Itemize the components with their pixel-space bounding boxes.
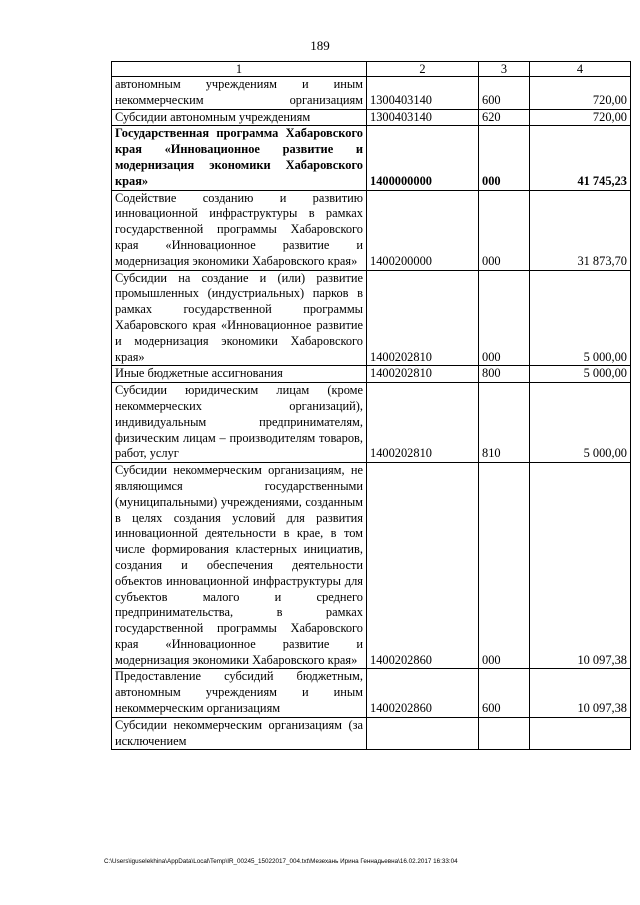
table-row — [112, 126, 631, 190]
row-code — [367, 717, 479, 750]
row-vr: 810 — [479, 383, 530, 463]
row-vr: 000 — [479, 126, 530, 190]
column-header-name: 1 — [112, 62, 367, 77]
table-row — [112, 717, 631, 750]
row-amount: 5 000,00 — [530, 270, 631, 366]
row-vr: 000 — [479, 190, 530, 270]
row-code: 1400202860 — [367, 463, 479, 669]
row-code: 1300403140 — [367, 109, 479, 126]
row-code: 1400202810 — [367, 270, 479, 366]
table-row — [112, 109, 631, 126]
row-code: 1400000000 — [367, 126, 479, 190]
row-name: Государственная программа Хабаровского края «Инновационное развитие и модернизация экономики Хабаровского края» — [112, 126, 367, 190]
row-amount: 5 000,00 — [530, 366, 631, 383]
row-vr: 600 — [479, 77, 530, 110]
row-code: 1400202860 — [367, 669, 479, 717]
row-name: Субсидии некоммерческим организациям, не являющимся государственными (муниципальными) учреждениями, созданным в целях создания условий для развития инновационной деятельности в крае, в том числе формирования кластерных инициатив, создания и обеспечения деятельности объектов инновационной инфраструктуры для субъектов малого и среднего предпринимательства, в рамках государственной программы Хабаровского края «Инновационное развитие и модернизация экономики Хабаровского края» — [112, 463, 367, 669]
budget-table — [111, 61, 631, 750]
table-row — [112, 190, 631, 270]
row-vr: 800 — [479, 366, 530, 383]
row-vr: 000 — [479, 463, 530, 669]
file-path-footer: C:\Users\iguselekhina\AppData\Local\Temp\IR_00245_15022017_004.txt\Мезехань Ирина Геннадьевна\16.02.2017 16:33:04 — [104, 858, 458, 865]
table-row — [112, 77, 631, 110]
table-header-row — [112, 62, 631, 77]
row-code: 1400200000 — [367, 190, 479, 270]
row-name: Субсидии автономным учреждениям — [112, 109, 367, 126]
row-code: 1300403140 — [367, 77, 479, 110]
table-row — [112, 366, 631, 383]
row-vr — [479, 717, 530, 750]
table-row — [112, 463, 631, 669]
row-amount: 31 873,70 — [530, 190, 631, 270]
row-code: 1400202810 — [367, 366, 479, 383]
row-name: автономным учреждениям и иным некоммерческим организациям — [112, 77, 367, 110]
row-name: Субсидии юридическим лицам (кроме некоммерческих организаций), индивидуальным предпринимателям, физическим лицам – производителям товаров, работ, услуг — [112, 383, 367, 463]
row-code: 1400202810 — [367, 383, 479, 463]
table-row — [112, 270, 631, 366]
row-name: Предоставление субсидий бюджетным, автономным учреждениям и иным некоммерческим организациям — [112, 669, 367, 717]
row-name: Субсидии на создание и (или) развитие промышленных (индустриальных) парков в рамках государственной программы Хабаровского края «Инновационное развитие и модернизация экономики Хабаровского края» — [112, 270, 367, 366]
row-amount: 41 745,23 — [530, 126, 631, 190]
row-vr: 620 — [479, 109, 530, 126]
row-vr: 000 — [479, 270, 530, 366]
column-header-amount: 4 — [530, 62, 631, 77]
column-header-code: 2 — [367, 62, 479, 77]
row-name: Иные бюджетные ассигнования — [112, 366, 367, 383]
row-amount: 720,00 — [530, 109, 631, 126]
column-header-vr: 3 — [479, 62, 530, 77]
row-amount: 5 000,00 — [530, 383, 631, 463]
row-name: Субсидии некоммерческим организациям (за исключением — [112, 717, 367, 750]
row-amount — [530, 717, 631, 750]
table-row — [112, 383, 631, 463]
page-number: 189 — [310, 38, 330, 53]
row-vr: 600 — [479, 669, 530, 717]
table-row — [112, 669, 631, 717]
row-amount: 720,00 — [530, 77, 631, 110]
row-amount: 10 097,38 — [530, 463, 631, 669]
row-name: Содействие созданию и развитию инновационной инфраструктуры в рамках государственной программы Хабаровского края «Инновационное развитие и модернизация экономики Хабаровского края» — [112, 190, 367, 270]
row-amount: 10 097,38 — [530, 669, 631, 717]
